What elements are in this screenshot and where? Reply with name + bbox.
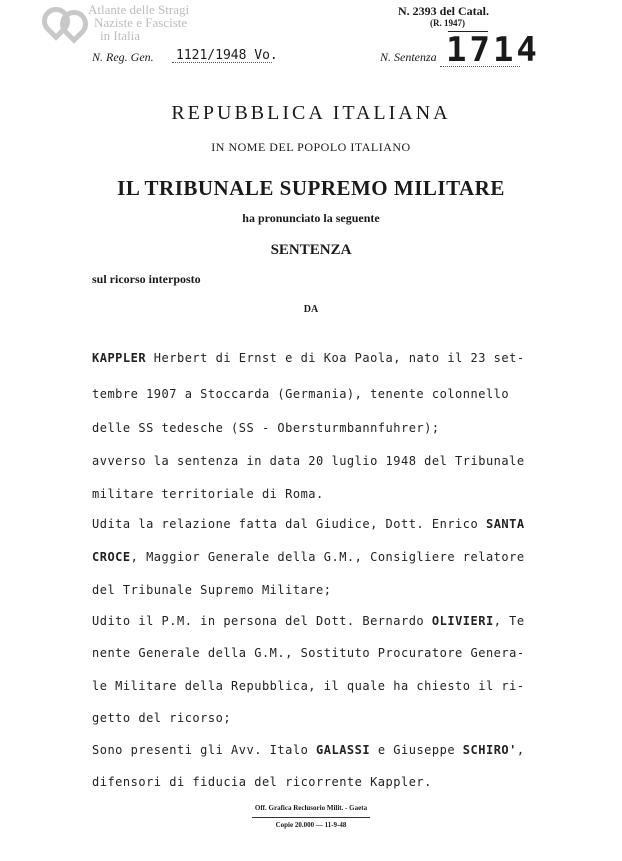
body-line: le Militare della Repubblica, il quale ha chiesto il ri- — [92, 679, 525, 693]
in-nome-heading: IN NOME DEL POPOLO ITALIANO — [211, 140, 411, 154]
body-line: difensori di fiducia del ricorrente Kappler. — [92, 775, 432, 789]
body-line: nente Generale della G.M., Sostituto Procuratore Genera- — [92, 646, 525, 660]
body-line: delle SS tedesche (SS - Obersturmbannfuhrer); — [92, 421, 440, 435]
body-line: KAPPLER Herbert di Ernst e di Koa Paola, nato il 23 set- — [92, 351, 525, 365]
body-line: avverso la sentenza in data 20 luglio 1948 del Tribunale — [92, 454, 525, 468]
body-line: CROCE, Maggior Generale della G.M., Consigliere relatore — [92, 550, 525, 564]
body-line: del Tribunale Supremo Militare; — [92, 583, 332, 597]
watermark-text: Atlante delle Stragi Naziste e Fasciste in Italia — [88, 2, 190, 43]
sentenza-number-label: N. Sentenza — [380, 50, 437, 64]
ricorso-line: sul ricorso interposto — [92, 272, 201, 286]
tribunal-heading: IL TRIBUNALE SUPREMO MILITARE — [117, 176, 505, 200]
divider — [252, 817, 370, 818]
body-line: Udito il P.M. in persona del Dott. Bernardo OLIVIERI, Te — [92, 614, 525, 628]
dotted-line — [440, 66, 520, 67]
print-run: Copie 20.000 — 11-9-48 — [275, 821, 347, 829]
body-line: getto del ricorso; — [92, 711, 232, 725]
body-line: Udita la relazione fatta dal Giudice, Dott. Enrico SANTA — [92, 517, 525, 531]
body-line: Sono presenti gli Avv. Italo GALASSI e Giuseppe SCHIRO', — [92, 743, 525, 757]
printer-imprint: Off. Grafica Reclusorio Milit. - Gaeta — [254, 804, 368, 812]
catalogue-year: (R. 1947) — [430, 18, 465, 28]
dotted-line — [172, 62, 272, 63]
body-line: militare territoriale di Roma. — [92, 487, 324, 501]
sentenza-number-stamp: 1714 — [446, 30, 540, 70]
body-line: tembre 1907 a Stoccarda (Germania), tenente colonnello — [92, 387, 510, 401]
pronounced-line: ha pronunciato la seguente — [242, 211, 380, 225]
sentenza-heading: SENTENZA — [270, 242, 352, 258]
catalogue-number: N. 2393 del Catal. — [398, 4, 489, 18]
reg-gen-value: 1121/1948 Vo. — [176, 48, 278, 63]
archive-watermark — [40, 3, 250, 51]
republic-heading: REPUBBLICA ITALIANA — [171, 102, 451, 124]
da-heading: DA — [303, 304, 319, 315]
reg-gen-label: N. Reg. Gen. — [92, 50, 154, 64]
